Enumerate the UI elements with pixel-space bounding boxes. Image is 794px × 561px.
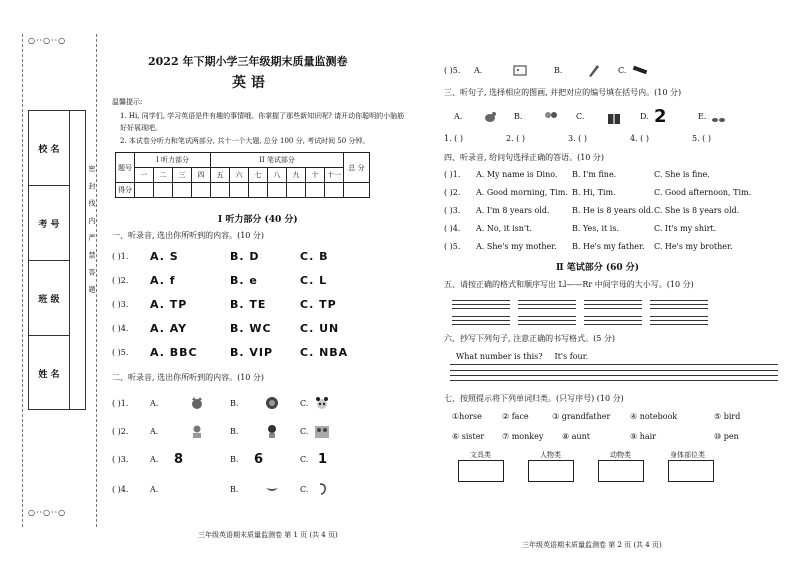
q1-item-num: ( )2. xyxy=(112,276,129,285)
score-cell[interactable] xyxy=(230,183,249,198)
q4-option-b[interactable]: B. I'm fine. xyxy=(572,170,617,179)
ruler-icon xyxy=(632,63,648,77)
q5-title: 五、请按正确的格式和顺序写出 Ll——Rr 中间字母的大小写。(10 分) xyxy=(444,280,694,289)
q7-word: ④ notebook xyxy=(630,412,678,421)
score-cell[interactable] xyxy=(306,183,325,198)
boy-icon xyxy=(164,424,230,438)
q5-writing-line-7[interactable] xyxy=(584,316,642,325)
q4-option-a[interactable]: A. My name is Dino. xyxy=(476,170,558,179)
q3-pic-e-label: E. xyxy=(698,112,707,121)
q5-writing-line-4[interactable] xyxy=(650,300,708,309)
q7-words-row-1 xyxy=(452,412,782,421)
q1-item-num: ( )3. xyxy=(112,300,129,309)
q3-answer-3[interactable]: 3. ( ) xyxy=(568,134,587,143)
q2-item-num: ( )1. xyxy=(112,398,129,408)
q2-option-c[interactable]: C. xyxy=(300,455,309,464)
q7-word: ⑤ bird xyxy=(714,412,741,421)
q-num-cell: 一 xyxy=(135,168,154,183)
q-num-cell: 五 xyxy=(211,168,230,183)
q2-option-b[interactable]: B. xyxy=(230,398,239,408)
q7-title: 七、按照提示将下列单词归类。(只写序号) (10 分) xyxy=(444,394,624,403)
q2-option-c-value: 1 xyxy=(318,452,329,467)
writing-part-title: Ⅱ 笔试部分 (60 分) xyxy=(556,263,640,273)
girl-icon xyxy=(244,424,300,438)
score-cell[interactable] xyxy=(325,183,344,198)
exam-title: 2022 年下期小学三年级期末质量监测卷 xyxy=(148,55,348,68)
score-row-label: 得分 xyxy=(116,183,135,198)
q4-option-a[interactable]: A. Good morning, Tim. xyxy=(476,188,568,197)
listening-part-header: I 听力部分 xyxy=(135,153,211,168)
tips-line-1: 1. Hi, 同学们, 学习英语是件有趣的事情哦。你掌握了那些新知识呢? 请开动你聪明的小脑筋好好展现吧。 xyxy=(120,112,405,132)
q3-answer-5[interactable]: 5. ( ) xyxy=(692,134,711,143)
q2-option-a[interactable]: A. xyxy=(150,426,159,436)
category-box-body-parts[interactable] xyxy=(668,460,714,482)
q4-item-1 xyxy=(444,170,784,179)
q3-pic-a-label: A. xyxy=(454,112,463,121)
q5-writing-line-2[interactable] xyxy=(518,300,576,309)
q3-pic-d-number: 2 xyxy=(654,106,668,127)
q1-item-num: ( )5. xyxy=(112,348,129,357)
q7-word: ② face xyxy=(502,412,529,421)
q3-title: 三、听句子, 选择相应的图画, 并把对应的编号填在括号内。(10 分) xyxy=(444,88,682,97)
family-icon xyxy=(314,424,330,438)
q7-word: ⑥ sister xyxy=(452,432,485,441)
q4-item-num: ( )4. xyxy=(444,224,461,233)
q2-item-3 xyxy=(112,452,402,467)
q1-option-a[interactable]: A. S xyxy=(150,250,179,263)
pencil-box-icon xyxy=(488,63,554,77)
q2-option-a[interactable]: A. xyxy=(150,484,159,494)
q-num-cell: 十一 xyxy=(325,168,344,183)
lion-icon xyxy=(244,396,300,410)
q2-option-c[interactable]: C. xyxy=(300,484,309,494)
balloons-icon xyxy=(526,110,576,124)
gift-icon xyxy=(588,110,640,124)
q3-answer-2[interactable]: 2. ( ) xyxy=(506,134,525,143)
score-cell[interactable] xyxy=(268,183,287,198)
score-cell[interactable] xyxy=(173,183,192,198)
q4-option-a[interactable]: A. I'm 8 years old. xyxy=(476,206,550,215)
score-cell[interactable] xyxy=(211,183,230,198)
q5-writing-line-8[interactable] xyxy=(650,316,708,325)
q7-words-row-2 xyxy=(452,432,782,441)
q2-option-c[interactable]: C. xyxy=(300,426,309,436)
q1-item-3 xyxy=(112,298,402,311)
q1-option-b[interactable]: B. TE xyxy=(230,298,267,311)
school-label: 校 名 xyxy=(29,111,69,186)
cat-face-icon xyxy=(164,396,230,410)
q2-option-a[interactable]: A. xyxy=(474,65,483,75)
q7-word: ⑩ pen xyxy=(714,432,739,441)
q-num-cell: 二 xyxy=(154,168,173,183)
subject-title: 英 语 xyxy=(232,75,265,91)
category-label-stationery: 文具类 xyxy=(470,451,491,459)
q6-title: 六、抄写下列句子, 注意正确的书写格式。(5 分) xyxy=(444,334,615,343)
q4-option-b[interactable]: B. He is 8 years old. xyxy=(572,206,654,215)
score-cell[interactable] xyxy=(154,183,173,198)
score-cell[interactable] xyxy=(287,183,306,198)
q-num-cell: 三 xyxy=(173,168,192,183)
q3-answer-1[interactable]: 1. ( ) xyxy=(444,134,463,143)
q1-option-a[interactable]: A. AY xyxy=(150,322,188,335)
student-info-box xyxy=(28,110,70,410)
q2-item-1 xyxy=(112,396,402,410)
q1-option-b[interactable]: B. VIP xyxy=(230,346,274,359)
binding-dots-top: ○··○··○ xyxy=(28,36,67,45)
q4-option-c[interactable]: C. It's my shirt. xyxy=(654,224,717,233)
shoes-icon xyxy=(710,110,726,124)
q1-option-c[interactable]: C. UN xyxy=(300,322,340,335)
q2-option-c[interactable]: C. xyxy=(618,65,627,75)
right-page-footer: 三年级英语期末质量监测卷 第 2 页 (共 4 页) xyxy=(522,541,662,549)
q1-item-num: ( )1. xyxy=(112,252,129,261)
q6-copy-midline xyxy=(450,375,778,376)
q1-item-num: ( )4. xyxy=(112,324,129,333)
score-table xyxy=(115,152,370,198)
q-num-cell: 六 xyxy=(230,168,249,183)
q2-item-2 xyxy=(112,424,402,438)
exam-number-label: 考 号 xyxy=(29,186,69,261)
q6-sentence-1: What number is this? xyxy=(456,352,543,361)
score-cell[interactable] xyxy=(249,183,268,198)
q4-option-c[interactable]: C. She is fine. xyxy=(654,170,710,179)
q4-option-c[interactable]: C. He's my brother. xyxy=(654,242,733,251)
q1-item-1 xyxy=(112,250,402,263)
q4-item-2 xyxy=(444,188,784,197)
q4-option-a[interactable]: A. She's my mother. xyxy=(476,242,557,251)
q2-option-a[interactable]: A. xyxy=(150,398,159,408)
tips-line-2: 2. 本试卷分听力和笔试两部分, 共十一个大题, 总分 100 分, 考试时间 50 分钟。 xyxy=(120,137,370,145)
name-label: 姓 名 xyxy=(38,370,60,380)
q7-word: ①horse xyxy=(452,412,482,421)
q3-pic-d-label: D. xyxy=(640,112,649,121)
q-num-cell: 九 xyxy=(287,168,306,183)
binding-dots-bottom: ○··○··○ xyxy=(28,508,67,517)
bird-icon xyxy=(466,110,514,124)
q4-option-c[interactable]: C. Good afternoon, Tim. xyxy=(654,188,752,197)
q2-option-b[interactable]: B. xyxy=(554,65,563,75)
q2-item-5 xyxy=(444,63,774,77)
q4-item-3 xyxy=(444,206,784,215)
question-number-header: 题号 xyxy=(116,153,135,183)
q-num-cell: 八 xyxy=(268,168,287,183)
q4-option-a[interactable]: A. No, it isn't. xyxy=(476,224,532,233)
q2-item-num: ( )5. xyxy=(444,65,461,75)
q1-option-b[interactable]: B. e xyxy=(230,274,258,287)
q7-word: ⑨ hair xyxy=(630,432,657,441)
q2-item-4 xyxy=(112,482,402,496)
pencil-icon xyxy=(568,63,618,77)
seal-warning: 密 封 线 内 严 禁 答 题 xyxy=(88,165,96,297)
writing-part-header: II 笔试部分 xyxy=(211,153,344,168)
q7-word: ⑦ monkey xyxy=(502,432,544,441)
q4-item-4 xyxy=(444,224,784,233)
q1-option-a[interactable]: A. BBC xyxy=(150,346,198,359)
q1-option-c[interactable]: C. B xyxy=(300,250,329,263)
q5-writing-line-3[interactable] xyxy=(584,300,642,309)
q5-writing-line-5[interactable] xyxy=(452,316,510,325)
q2-option-a-value: 8 xyxy=(174,452,185,467)
category-box-stationery[interactable] xyxy=(458,460,504,482)
q-num-cell: 十 xyxy=(306,168,325,183)
tips-heading: 温馨提示: xyxy=(112,98,143,106)
total-score-header: 总 分 xyxy=(344,153,370,183)
q5-writing-line-1[interactable] xyxy=(452,300,510,309)
ear-icon xyxy=(314,482,330,496)
q4-option-b[interactable]: B. Yes, it is. xyxy=(572,224,619,233)
q4-item-num: ( )1. xyxy=(444,170,461,179)
score-cell[interactable] xyxy=(135,183,154,198)
category-box-people[interactable] xyxy=(528,460,574,482)
q1-option-b[interactable]: B. WC xyxy=(230,322,272,335)
class-label: 班 级 xyxy=(29,261,69,336)
q2-option-b-value: 6 xyxy=(254,452,265,467)
q2-option-b[interactable]: B. xyxy=(230,484,239,494)
panda-icon xyxy=(314,396,330,410)
q6-copy-lines[interactable] xyxy=(450,364,778,381)
q2-option-b[interactable]: B. xyxy=(230,426,239,436)
q3-pic-c-label: C. xyxy=(576,112,585,121)
fold-line-left xyxy=(22,34,23,527)
category-box-animals[interactable] xyxy=(598,460,644,482)
q1-item-5 xyxy=(112,346,402,359)
score-cell[interactable] xyxy=(344,183,370,198)
q1-title: 一、听录音, 选出你所听到的内容。(10 分) xyxy=(112,231,265,240)
q4-item-5 xyxy=(444,242,784,251)
q2-item-num: ( )2. xyxy=(112,426,129,436)
category-label-animals: 动物类 xyxy=(610,451,631,459)
q6-copy-midline xyxy=(450,370,778,371)
q7-word: ⑧ aunt xyxy=(562,432,591,441)
left-page-footer: 三年级英语期末质量监测卷 第 1 页 (共 4 页) xyxy=(198,531,338,539)
q4-item-num: ( )3. xyxy=(444,206,461,215)
q2-option-b[interactable]: B. xyxy=(230,455,239,464)
q4-item-num: ( )5. xyxy=(444,242,461,251)
q2-title: 二、听录音, 选出你所听到的内容。(10 分) xyxy=(112,373,265,382)
q2-item-num: ( )4. xyxy=(112,484,129,494)
q3-answer-4[interactable]: 4. ( ) xyxy=(630,134,649,143)
q3-pictures xyxy=(454,106,774,127)
listening-part-title: Ⅰ 听力部分 (40 分) xyxy=(218,215,298,225)
student-info-lines xyxy=(70,110,86,410)
q1-item-4 xyxy=(112,322,402,335)
q1-option-c[interactable]: C. L xyxy=(300,274,328,287)
mouth-icon xyxy=(244,482,300,496)
q4-item-num: ( )2. xyxy=(444,188,461,197)
score-cell[interactable] xyxy=(192,183,211,198)
q3-answers xyxy=(444,134,764,143)
q1-item-2 xyxy=(112,274,402,287)
q5-writing-line-6[interactable] xyxy=(518,316,576,325)
q4-title: 四、听录音, 给问句选择正确的答语。(10 分) xyxy=(444,153,605,162)
category-label-body-parts: 身体部位类 xyxy=(670,451,705,459)
q1-option-b[interactable]: B. D xyxy=(230,250,260,263)
q1-option-a[interactable]: A. f xyxy=(150,274,176,287)
q3-pic-b-label: B. xyxy=(514,112,523,121)
q-num-cell: 四 xyxy=(192,168,211,183)
q2-item-num: ( )3. xyxy=(112,455,129,464)
q6-sentence-2: It's four. xyxy=(554,352,589,361)
q4-option-b[interactable]: B. Hi, Tim. xyxy=(572,188,616,197)
category-label-people: 人物类 xyxy=(540,451,561,459)
q6-sentences xyxy=(456,352,588,361)
q1-option-a[interactable]: A. TP xyxy=(150,298,188,311)
q4-option-c[interactable]: C. She is 8 years old. xyxy=(654,206,740,215)
q-num-cell: 七 xyxy=(249,168,268,183)
q1-option-c[interactable]: C. TP xyxy=(300,298,337,311)
q2-option-c[interactable]: C. xyxy=(300,398,309,408)
q7-word: ③ grandfather xyxy=(552,412,611,421)
q2-option-a[interactable]: A. xyxy=(150,455,159,464)
q4-option-b[interactable]: B. He's my father. xyxy=(572,242,645,251)
q1-option-c[interactable]: C. NBA xyxy=(300,346,349,359)
